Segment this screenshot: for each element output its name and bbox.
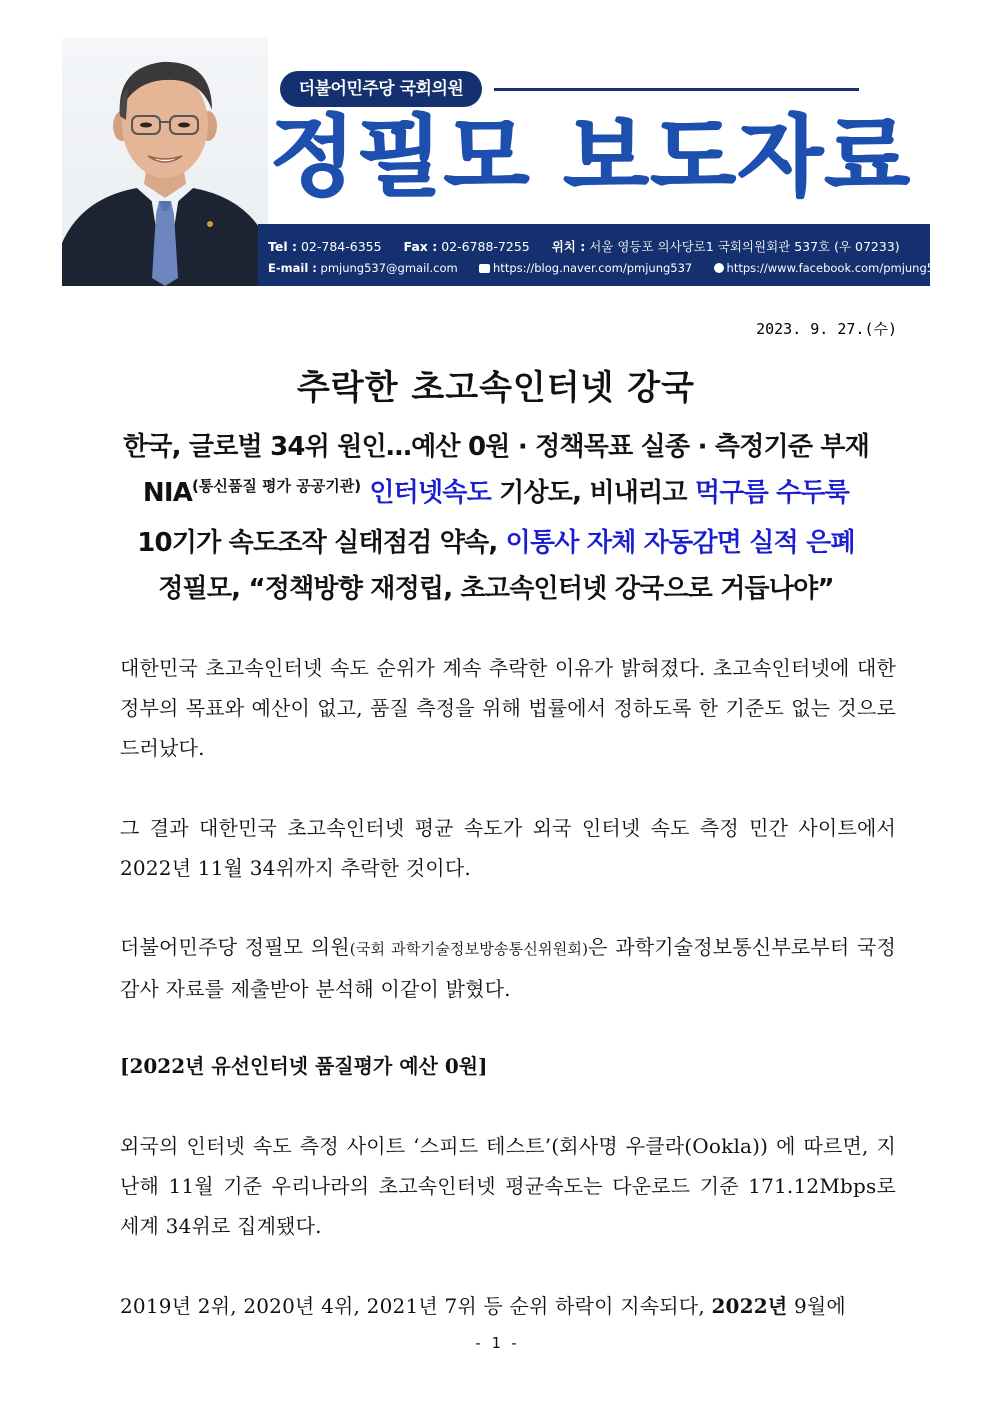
subheadline-2-nia: NIA — [142, 478, 193, 508]
blog-link[interactable]: https://blog.naver.com/pmjung537 — [493, 261, 693, 275]
subheadline-3-text: 10기가 속도조작 실태점검 약속, — [137, 528, 506, 558]
subheadline-2-weather: 기상도, 비내리고 — [490, 478, 695, 508]
paragraph-5-lead: 2019년 2위, 2020년 4위, 2021년 7위 등 순위 하락이 지속되다, — [120, 1294, 712, 1318]
location-value: 서울 영등포 의사당로1 국회의원회관 537호 (우 07233) — [589, 239, 900, 254]
paragraph-3-rest: 은 과학기술정보통신부로부터 국정감사 자료를 제출받아 분석해 이같이 밝혔다. — [120, 935, 896, 1001]
section-heading: [2022년 유선인터넷 품질평가 예산 0원] — [120, 1054, 488, 1078]
tel-label: Tel : — [268, 239, 297, 254]
paragraph-3-committee: (국회 과학기술정보방송통신위원회) — [349, 940, 589, 958]
subheadline-2 — [0, 472, 992, 509]
release-date: 2023. 9. 27.(수) — [756, 320, 897, 338]
paragraph-5 — [120, 1286, 896, 1326]
fax-label: Fax : — [403, 239, 438, 254]
lawmaker-portrait — [62, 38, 268, 286]
paragraph-1: 대한민국 초고속인터넷 속도 순위가 계속 추락한 이유가 밝혀졌다. 초고속인터넷에 대한 정부의 목표와 예산이 없고, 품질 측정을 위해 법률에서 정하도록 한 기준도 없는 것으로 드러났다. — [120, 656, 896, 760]
contact-row-phone — [268, 237, 900, 255]
headline: 추락한 초고속인터넷 강국 — [297, 368, 695, 408]
press-release-title: 정필모 보도자료 — [270, 105, 912, 208]
tel-value: 02-784-6355 — [300, 239, 382, 254]
facebook-icon — [714, 263, 724, 273]
subheadline-2-highlight-speed: 인터넷속도 — [361, 478, 491, 508]
paragraph-2: 그 결과 대한민국 초고속인터넷 평균 속도가 외국 인터넷 속도 측정 민간 사이트에서 2022년 11월 34위까지 추락한 것이다. — [120, 816, 896, 880]
email-link[interactable]: pmjung537@gmail.com — [320, 261, 458, 275]
paragraph-3 — [120, 927, 896, 1009]
paragraph-4: 외국의 인터넷 속도 측정 사이트 ‘스피드 테스트’(회사명 우클라(Ookla)) 에 따르면, 지난해 11월 기준 우리나라의 초고속인터넷 평균속도는 다운로드 기준 171.12Mbps로 세계 34위로 집계됐다. — [120, 1134, 896, 1238]
paragraph-3-lead: 더불어민주당 정필모 의원 — [120, 935, 350, 959]
email-label: E-mail : — [268, 261, 317, 275]
party-badge: 더불어민주당 국회의원 — [280, 71, 482, 107]
subheadline-3-highlight: 이통사 자체 자동감면 실적 은폐 — [505, 528, 855, 558]
subheadline-1: 한국, 글로벌 34위 원인…예산 0원 · 정책목표 실종 · 측정기준 부재 — [122, 432, 870, 462]
page-number: - 1 - — [473, 1334, 519, 1352]
contact-bar — [258, 224, 949, 286]
facebook-link[interactable]: https://www.facebook.com/pmjung537 — [726, 261, 949, 275]
subheadline-3 — [0, 522, 992, 559]
paragraph-5-tail: 9월에 — [787, 1294, 846, 1318]
portrait-illustration — [62, 38, 268, 286]
header-rule — [494, 88, 859, 91]
press-release-banner — [62, 38, 949, 286]
contact-row-online — [268, 261, 949, 275]
fax-value: 02-6788-7255 — [441, 239, 530, 254]
subheadline-2-note: (통신품질 평가 공공기관) — [192, 477, 362, 495]
blog-icon — [479, 264, 490, 273]
subheadline-2-highlight-clouds: 먹구름 수두룩 — [694, 478, 850, 508]
paragraph-5-bold-year: 2022년 — [711, 1294, 788, 1318]
location-label: 위치 : — [551, 239, 586, 254]
subheadline-4: 정필모, “정책방향 재정립, 초고속인터넷 강국으로 거듭나야” — [158, 574, 834, 604]
